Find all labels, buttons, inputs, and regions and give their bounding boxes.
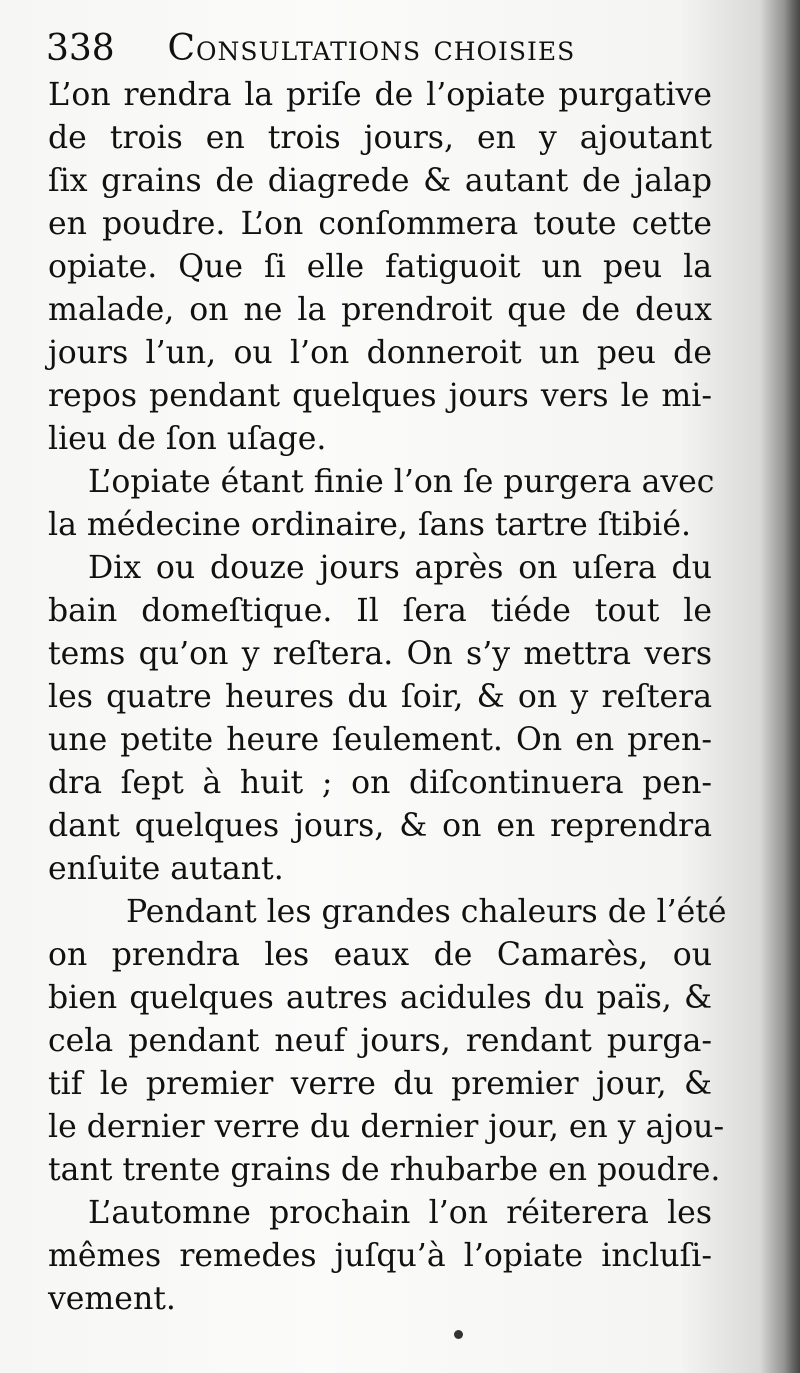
- text-line: enſuite autant.: [48, 851, 284, 887]
- text-line: tant trente grains de rhubarbe en poudre.: [48, 1152, 721, 1188]
- text-line: ſix grains de diagrede & autant de jalap: [48, 163, 712, 199]
- text-line: une petite heure ſeulement. On en pren-: [48, 722, 712, 758]
- text-line: vement.: [48, 1281, 176, 1317]
- text-line: bien quelques autres acidules du païs, &: [48, 980, 712, 1016]
- text-line: L’automne prochain l’on réiterera les: [88, 1195, 712, 1231]
- body-text: [48, 74, 727, 1321]
- text-line: L’on rendra la priſe de l’opiate purgative: [48, 77, 712, 113]
- text-line: bain domeſtique. Il ſera tiéde tout le: [48, 593, 712, 629]
- text-line: jours l’un, ou l’on donneroit un peu de: [48, 335, 712, 371]
- text-line: le dernier verre du dernier jour, en y ajou-: [48, 1109, 725, 1145]
- text-line: malade, on ne la prendroit que de deux: [48, 292, 712, 328]
- text-line: Pendant les grandes chaleurs de l’été: [126, 894, 727, 930]
- text-line: en poudre. L’on conſommera toute cette: [48, 206, 712, 242]
- ink-dot: [454, 1330, 463, 1339]
- text-line: Dix ou douze jours après on uſera du: [88, 550, 712, 586]
- text-line: dant quelques jours, & on en reprendra: [48, 808, 712, 844]
- text-line: L’opiate étant finie l’on ſe purgera avec: [88, 464, 715, 500]
- text-line: on prendra les eaux de Camarès, ou: [48, 937, 712, 973]
- text-line: les quatre heures du ſoir, & on y reſtera: [48, 679, 712, 715]
- text-line: tems qu’on y reſtera. On s’y mettra vers: [48, 636, 712, 672]
- text-line: cela pendant neuf jours, rendant purga-: [48, 1023, 712, 1059]
- text-line: dra ſept à huit ; on diſcontinuera pen-: [48, 765, 712, 801]
- text-line: de trois en trois jours, en y ajoutant: [48, 120, 712, 156]
- text-line: tif le premier verre du premier jour, &: [48, 1066, 712, 1102]
- text-line: repos pendant quelques jours vers le mi-: [48, 378, 712, 414]
- text-line: la médecine ordinaire, ſans tartre ſtibié.: [48, 507, 692, 543]
- page-number: 338: [46, 28, 115, 69]
- running-title: Consultations choisies: [167, 28, 576, 69]
- text-line: mêmes remedes juſqu’à l’opiate incluſi-: [48, 1238, 712, 1274]
- page-edge-shadow: [760, 0, 800, 1373]
- text-line: opiate. Que ſi elle fatiguoit un peu la: [48, 249, 712, 285]
- text-line: lieu de ſon uſage.: [48, 421, 327, 457]
- page-header: [46, 24, 736, 74]
